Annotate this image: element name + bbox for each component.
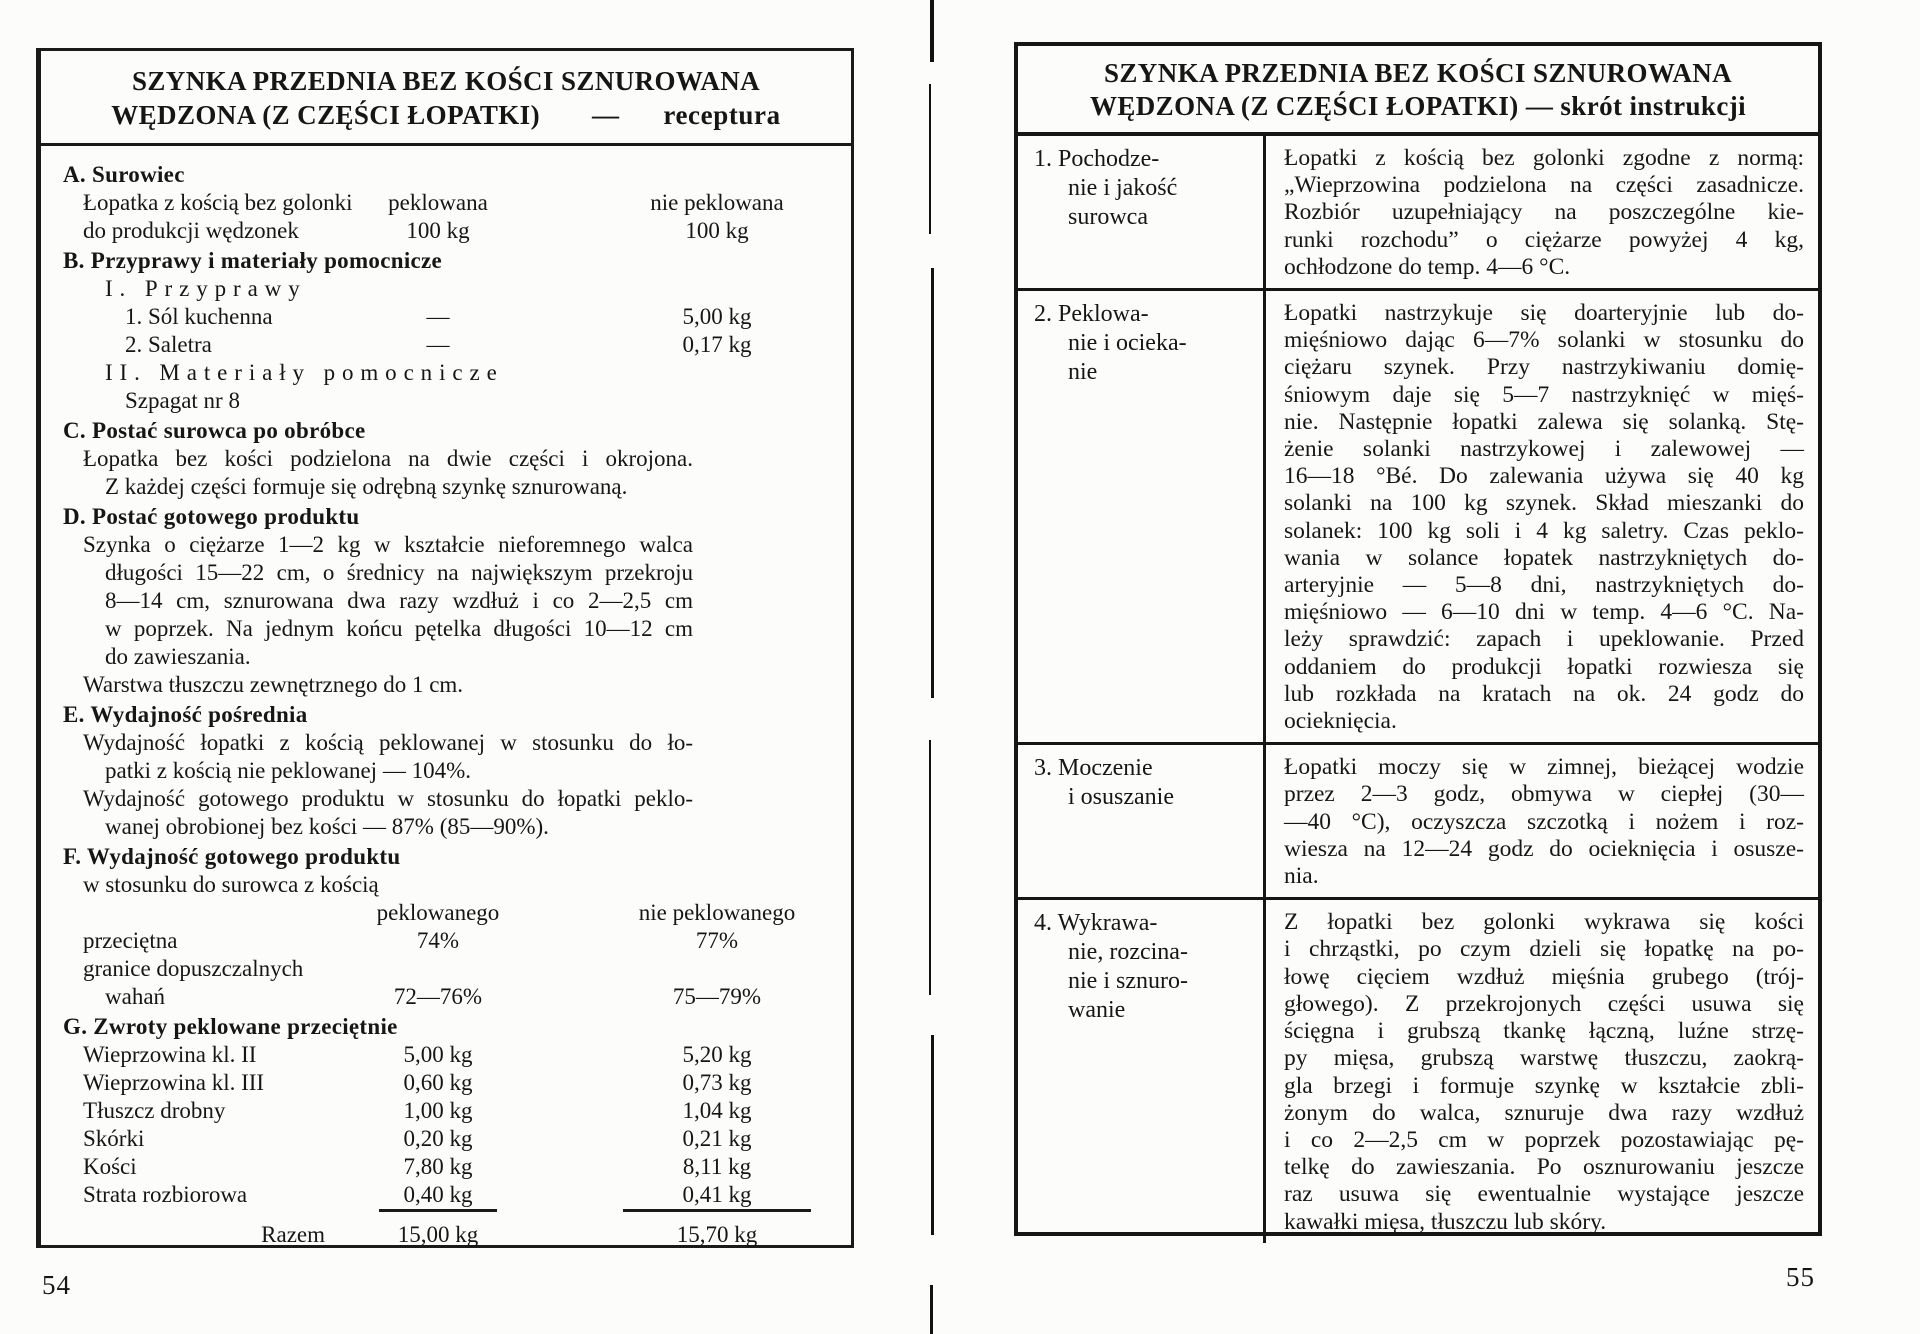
row-label: 1. Sól kuchenna [125,304,273,329]
value-peklowana-column: 0,20 kg [403,1126,473,1151]
table-row [1018,291,1818,745]
row-text-cell [1266,136,1818,288]
gutter-line [929,84,931,234]
value-nie-peklowana-column: 77% [695,928,739,953]
row-text-line: Łopatki nastrzykuje się doarteryjnie lub do- [1284,300,1804,327]
value-nie-peklowana-column: nie peklowana [650,190,784,215]
left-title-suffix: receptura [663,100,781,130]
title-dash: — [591,100,620,130]
right-page-instructions [1014,42,1822,1236]
recipe-column-row [83,1041,827,1069]
row-text-line: solanek: 100 kg soli i 4 kg saletry. Czas peklo- [1284,517,1804,544]
recipe-content [41,146,851,1249]
section-heading: F. Wydajność gotowego produktu [63,844,401,869]
row-label-line: 3. Moczenie [1034,755,1153,782]
row-text-line: żonym do walca, sznuruje dwa razy wzdłuż [1284,1099,1804,1126]
recipe-column-row [83,927,827,955]
value-peklowana-column: 74% [416,928,460,953]
row-text-line: żenie solanki nastrzykowej i zalewowej — [1284,436,1804,463]
right-title-line2: WĘDZONA (Z CZĘŚCI ŁOPATKI) — skrót instrukcji [1089,91,1747,121]
row-text-line: raz usuwa się ewentualnie wystające jeszcze [1284,1181,1804,1208]
row-label-line: surowca [1068,204,1148,230]
row-label-cell [1018,900,1266,1242]
section-heading: B. Przyprawy i materiały pomocnicze [63,248,443,273]
row-text-line: Rozbiór uzupełniający na poszczególne kie- [1284,199,1804,226]
recipe-column-row [83,1153,827,1181]
recipe-line: Warstwa tłuszczu zewnętrznego do 1 cm. [83,672,464,697]
row-label: Wieprzowina kl. II [83,1042,257,1067]
row-label-line: nie, rozcina- [1068,939,1188,966]
section-heading: E. Wydajność pośrednia [63,702,308,727]
row-text-line: i chrząstki, po czym dzieli się łopatkę na po- [1284,936,1804,963]
section-heading: G. Zwroty peklowane przeciętnie [63,1014,398,1039]
row-label-line: nie i ocieka- [1068,330,1187,357]
row-label: Razem [261,1222,325,1247]
row-text-line: gla brzegi i formuje szynkę w kształcie zbli- [1284,1072,1804,1099]
recipe-line: w poprzek. Na jednym końcu pętelka długości 10—12 cm [105,616,693,641]
value-nie-peklowana-column: 0,21 kg [682,1126,752,1151]
row-label: Tłuszcz drobny [83,1098,226,1123]
value-nie-peklowana-column: 0,73 kg [682,1070,752,1095]
row-text-line: „Wieprzowina podzielona na części zasadnicze. [1284,172,1804,199]
value-nie-peklowana-column: 0,17 kg [682,332,752,357]
value-nie-peklowana-column: 1,04 kg [682,1098,752,1123]
row-text-line: oddaniem do produkcji łopatki rozwiesza się [1284,653,1804,680]
gutter-line [930,1285,933,1334]
table-row [1018,745,1818,900]
page-number-left: 54 [42,1270,71,1300]
row-text-line: wania w solance łopatek nastrzykniętych do- [1284,544,1804,571]
row-label-line: nie i jakość [1068,175,1178,201]
row-text-line: Łopatki moczy się w zimnej, bieżącej wodzie [1284,754,1804,781]
row-text-cell [1266,291,1818,742]
row-text-line: py mięsa, grubszą warstwę tłuszczu, zaokrą- [1284,1045,1804,1072]
left-title-line2 [49,98,843,132]
recipe-line: II. Materiały pomocnicze [105,360,504,385]
recipe-column-row [125,303,827,331]
row-label-cell [1018,745,1266,897]
left-title-main: WĘDZONA (Z CZĘŚCI ŁOPATKI) [111,100,540,130]
row-text-line: solanki na 100 kg szynek. Skład mieszanki do [1284,490,1804,517]
value-nie-peklowana-column: 0,41 kg [607,1181,827,1209]
row-text-line: śniowym daje się 5—7 nastrzyknięć w mięś- [1284,381,1804,408]
table-row [1018,900,1818,1242]
left-page-title [41,51,851,146]
row-text-line: runki rozchodu” o ciężarze powyżej 4 kg, [1284,226,1804,253]
value-peklowana-column: peklowana [388,190,488,215]
row-text-line: przez 2—3 godz, obmywa w ciepłej (30— [1284,781,1804,808]
row-text-line: mięśniowo dając 6—7% solanki w stosunku do [1284,327,1804,354]
recipe-line: Łopatka bez kości podzielona na dwie części i okrojona. [83,446,693,471]
value-nie-peklowana-column: 5,00 kg [682,304,752,329]
recipe-line: w stosunku do surowca z kością [83,872,379,897]
value-nie-peklowana-column: 8,11 kg [682,1154,752,1179]
value-nie-peklowana-column: 5,20 kg [682,1042,752,1067]
row-label: Skórki [83,1126,145,1151]
row-text-line: ścięgna i grubszą tkankę łączną, luźne strzę- [1284,1018,1804,1045]
row-text-line: ocieknięcia. [1284,708,1397,735]
recipe-line: wanej obrobionej bez kości — 87% (85—90%). [105,814,549,839]
row-text-line: lub rozkłada na kratach na ok. 24 godz do [1284,680,1804,707]
row-label-line: 2. Peklowa- [1034,301,1149,328]
row-text-line: ciężaru szynek. Przy nastrzykiwaniu domię- [1284,354,1804,381]
row-text-line: łowę cięciem wzdłuż mięśnia grubego (trój- [1284,963,1804,990]
recipe-line: długości 15—22 cm, o średnicy na największym przekroju [105,560,693,585]
row-text-line: nie. Następnie łopatki zalewa się solanką. Stę- [1284,408,1804,435]
row-label-cell [1018,291,1266,742]
value-peklowana-column: — [426,332,450,357]
recipe-column-row [83,1069,827,1097]
row-text-line: nia. [1284,863,1319,890]
recipe-line: 8—14 cm, sznurowana dwa razy wzdłuż i co 2—2,5 cm [105,588,693,613]
row-label: Kości [83,1154,137,1179]
row-label: przeciętna [83,928,178,953]
recipe-line: Wydajność łopatki z kością peklowanej w stosunku do ło- [83,730,693,755]
value-nie-peklowana-column: nie peklowanego [638,900,796,925]
recipe-line: Wydajność gotowego produktu w stosunku do łopatki peklo- [83,786,693,811]
table-row [1018,136,1818,291]
row-text-line: i co 2—2,5 cm w poprzek pozostawiając pę- [1284,1126,1804,1153]
row-text-line: Z łopatki bez golonki wykrawa się kości [1284,909,1804,936]
value-peklowana-column: 1,00 kg [403,1098,473,1123]
recipe-line: granice dopuszczalnych [83,956,304,981]
value-peklowana-column: 15,00 kg [397,1222,479,1247]
left-title-line1: SZYNKA PRZEDNIA BEZ KOŚCI SZNUROWANA [131,66,761,96]
value-nie-peklowana-column: 15,70 kg [676,1222,758,1247]
right-title-line1: SZYNKA PRZEDNIA BEZ KOŚCI SZNUROWANA [1103,58,1733,88]
recipe-line: Z każdej części formuje się odrębną szynkę sznurowaną. [105,474,628,499]
value-peklowana-column: 5,00 kg [403,1042,473,1067]
recipe-column-row [83,189,827,217]
row-label-line: nie [1068,359,1098,386]
recipe-line: Szpagat nr 8 [125,388,240,413]
gutter-line [931,268,934,698]
gutter-line [930,0,934,62]
row-label-line: i osuszanie [1068,784,1174,811]
row-text-line: —40 °C), oczyszcza szczotką i nożem i roz- [1284,808,1804,835]
section-heading: D. Postać gotowego produktu [63,504,360,529]
recipe-column-row [83,1125,827,1153]
row-label: Łopatka z kością bez golonki [83,190,353,215]
recipe-column-row [125,331,827,359]
gutter-line [929,740,931,995]
recipe-column-row [83,1181,827,1209]
row-text-line: głowego). Z przekrojonych części usuwa się [1284,990,1804,1017]
recipe-column-row [83,217,827,245]
row-label: wahań [105,984,166,1009]
left-page-recipe [36,48,854,1248]
right-page-title [1018,46,1818,136]
row-label-line: 1. Pochodze- [1034,146,1160,172]
row-label-line: nie i sznuro- [1068,968,1188,995]
recipe-line: Szynka o ciężarze 1—2 kg w kształcie nieforemnego walca [83,532,693,557]
row-text-cell [1266,745,1818,897]
row-text-line: kawałki mięsa, tłuszczu lub skóry. [1284,1208,1607,1235]
row-text-line: arteryjnie — 5—8 dni, nastrzykniętych do- [1284,572,1804,599]
value-nie-peklowana-column: 100 kg [685,218,749,243]
row-text-line: ochłodzone do temp. 4—6 °C. [1284,253,1571,280]
row-text-cell [1266,900,1818,1242]
recipe-column-row [83,1221,827,1249]
value-peklowana-column: — [426,304,450,329]
row-label: Wieprzowina kl. III [83,1070,265,1095]
row-label-cell [1018,136,1266,288]
value-peklowana-column: 7,80 kg [403,1154,473,1179]
value-peklowana-column: peklowanego [376,900,500,925]
row-text-line: leży sprawdzić: zapach i upeklowanie. Przed [1284,626,1804,653]
section-heading: C. Postać surowca po obróbce [63,418,366,443]
row-label: do produkcji wędzonek [83,218,299,243]
recipe-column-row [105,983,827,1011]
page-number-right: 55 [1786,1262,1815,1292]
value-peklowana-column: 0,40 kg [363,1181,513,1209]
row-label-line: 4. Wykrawa- [1034,910,1158,937]
row-text-line: Łopatki z kością bez golonki zgodne z normą: [1284,145,1804,171]
recipe-column-row [83,1097,827,1125]
row-label-line: wanie [1068,997,1126,1024]
recipe-line: patki z kością nie peklowanej — 104%. [105,758,471,783]
recipe-line: I. Przyprawy [105,276,307,301]
row-label: 2. Saletra [125,332,212,357]
value-peklowana-column: 100 kg [406,218,470,243]
recipe-column-row [83,899,827,927]
row-text-line: 16—18 °Bé. Do zalewania używa się 40 kg [1284,463,1804,490]
recipe-line: do zawieszania. [105,644,251,669]
row-label: Strata rozbiorowa [83,1182,248,1207]
value-nie-peklowana-column: 75—79% [672,984,762,1009]
value-peklowana-column: 0,60 kg [403,1070,473,1095]
row-text-line: telkę do zawieszania. Po osznurowaniu jeszcze [1284,1154,1804,1181]
row-text-line: wiesza na 12—24 godz do ocieknięcia i osusze- [1284,835,1804,862]
section-heading: A. Surowiec [63,162,185,187]
instruction-table [1018,136,1818,1243]
value-peklowana-column: 72—76% [393,984,483,1009]
gutter-line [931,1035,934,1235]
row-text-line: mięśniowo — 6—10 dni w temp. 4—6 °C. Na- [1284,599,1804,626]
